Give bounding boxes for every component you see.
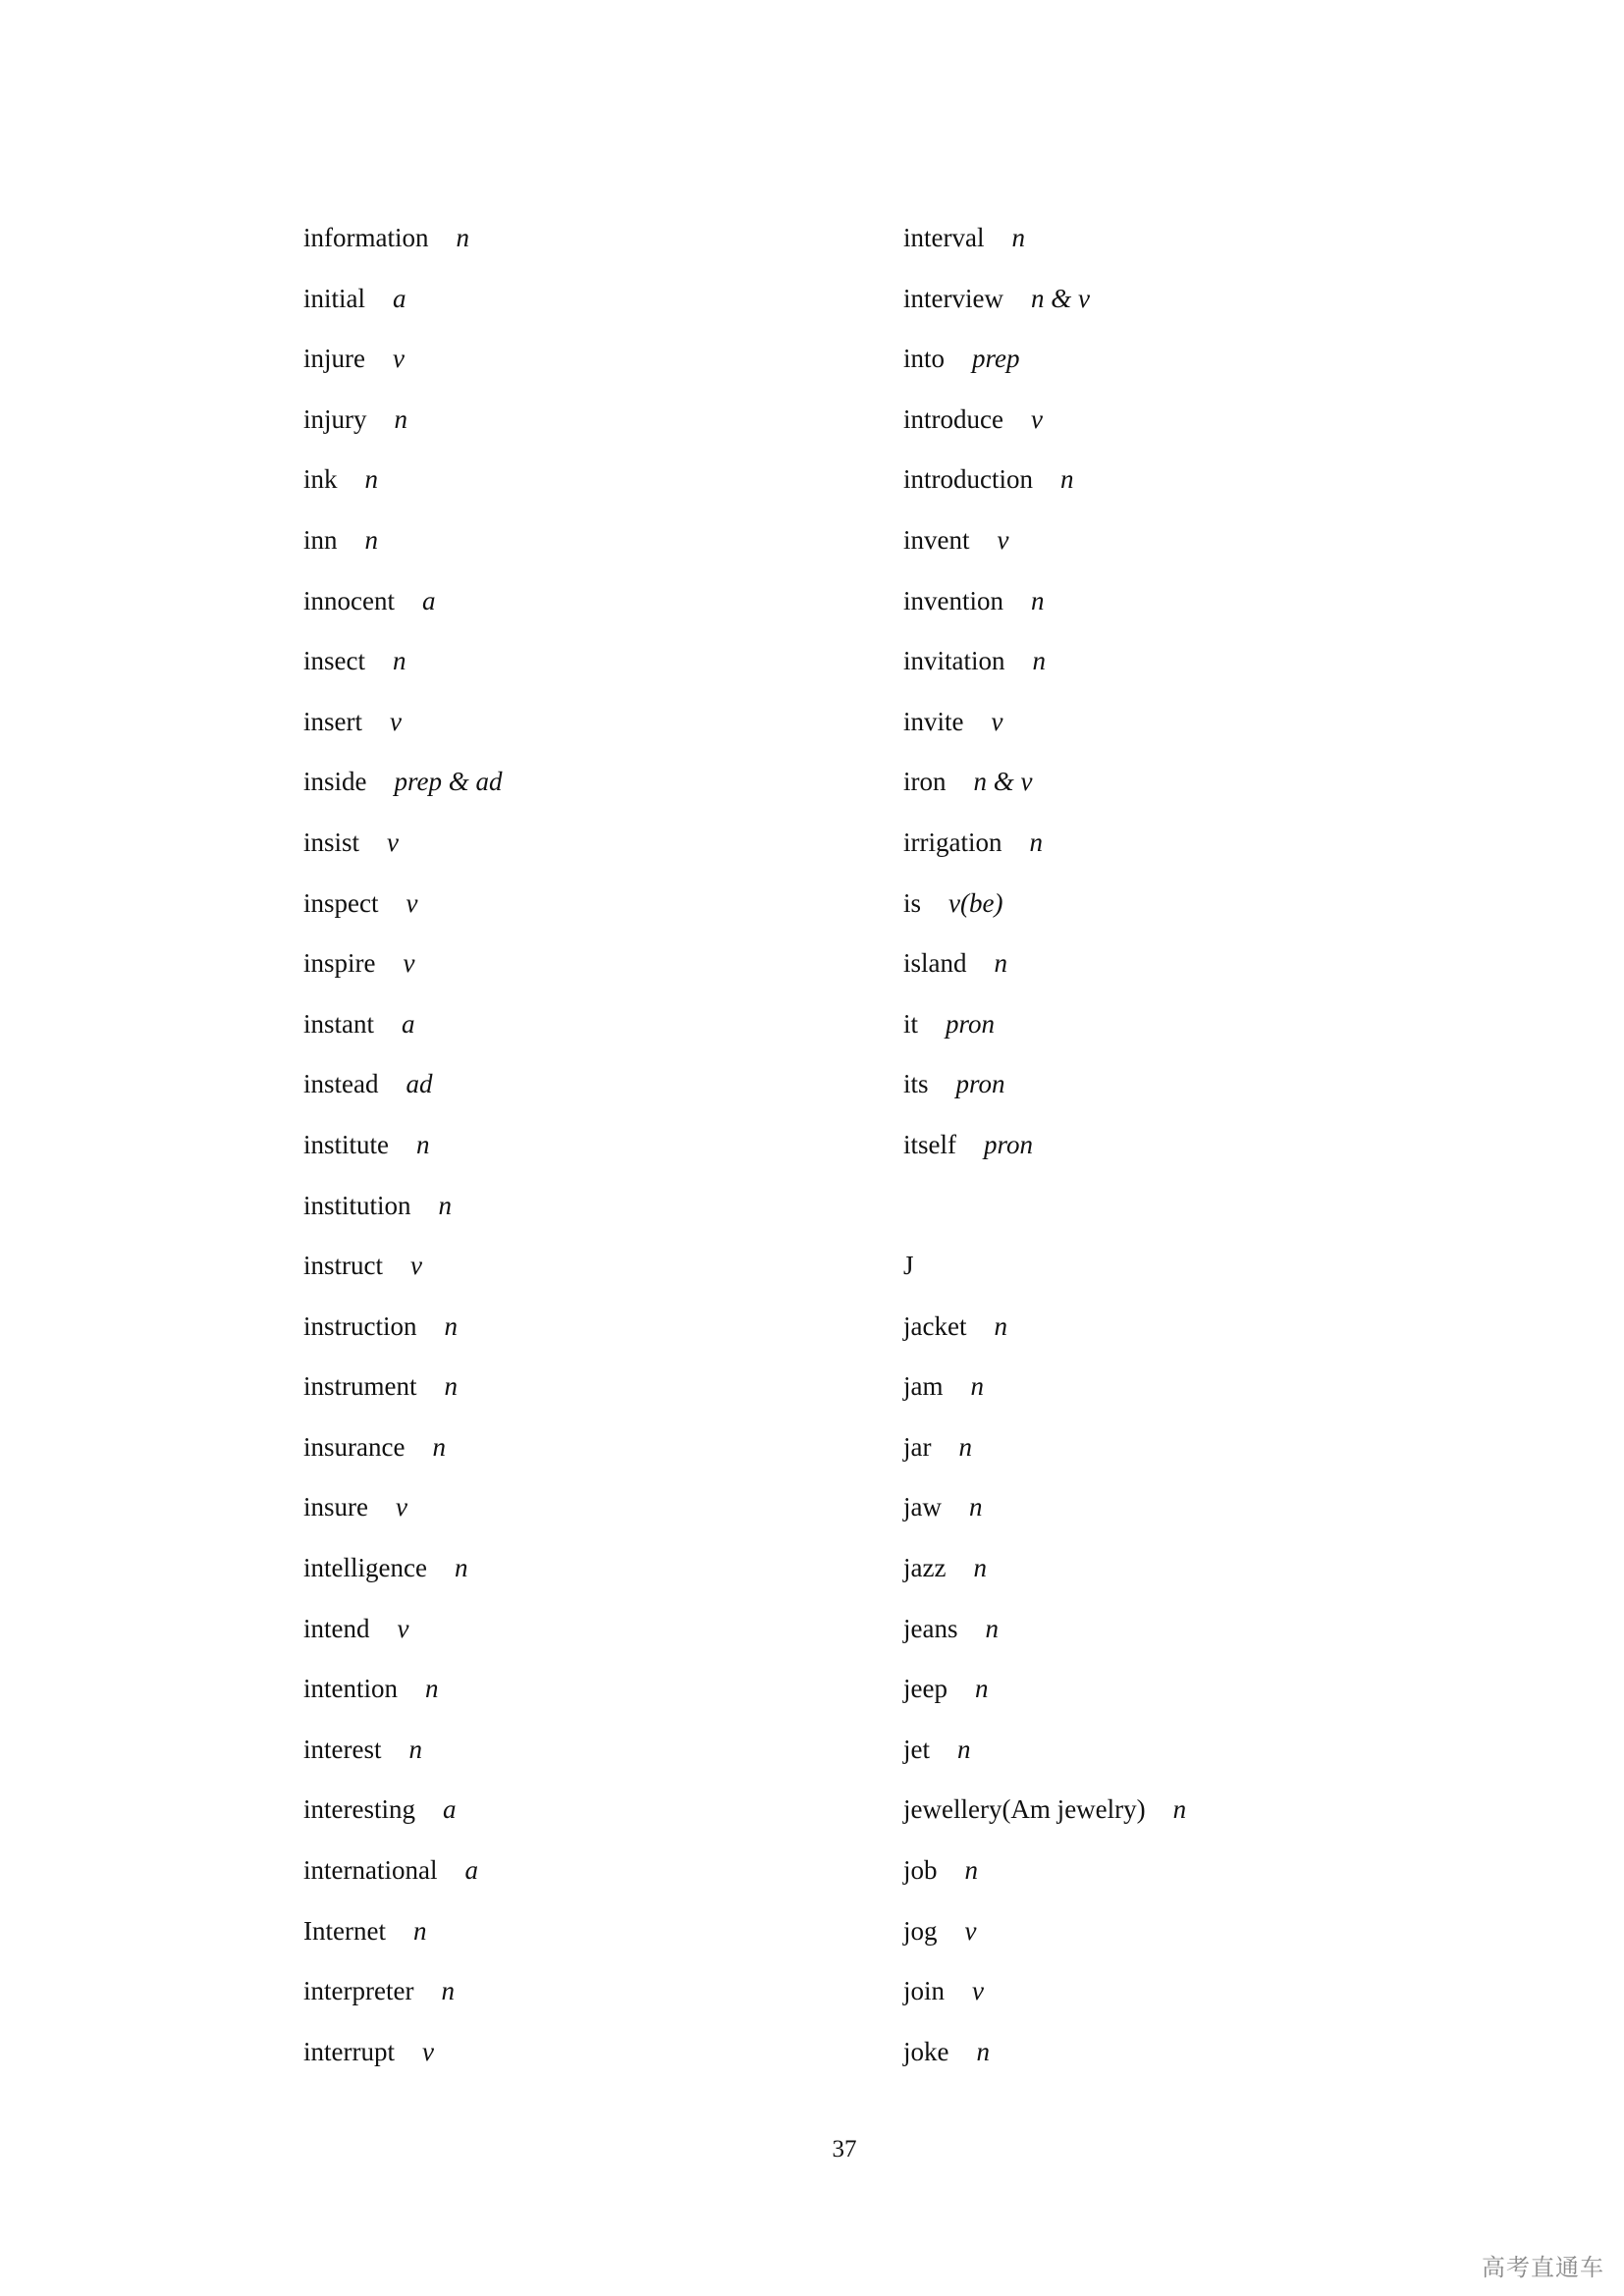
vocabulary-entry <box>903 637 1512 698</box>
vocabulary-entry <box>303 939 853 1000</box>
entry-part-of-speech: n <box>964 1855 979 1886</box>
entry-word: iron <box>903 767 947 797</box>
entry-word: insurance <box>303 1431 406 1462</box>
vocabulary-entry <box>303 1665 853 1726</box>
vocabulary-entry <box>303 1786 853 1846</box>
entry-word: initial <box>303 283 365 313</box>
vocabulary-entry <box>903 1303 1512 1363</box>
entry-part-of-speech: v <box>997 524 1009 555</box>
entry-word: jog <box>903 1915 938 1946</box>
entry-part-of-speech: n <box>1031 585 1045 615</box>
entry-part-of-speech: n <box>973 1553 987 1583</box>
vocabulary-entry <box>903 819 1512 880</box>
entry-word: invite <box>903 706 964 736</box>
right-word-column <box>903 214 1512 2088</box>
vocabulary-entry <box>903 1907 1512 1968</box>
entry-part-of-speech: n <box>1172 1794 1187 1825</box>
entry-part-of-speech: v <box>395 1492 407 1522</box>
entry-part-of-speech: pron <box>955 1069 1005 1099</box>
entry-part-of-speech: v <box>387 827 400 857</box>
entry-word: information <box>303 223 429 252</box>
vocabulary-entry <box>903 275 1512 336</box>
entry-part-of-speech: n <box>444 1310 458 1341</box>
vocabulary-entry <box>903 1423 1512 1484</box>
letter-i-entries <box>903 214 1512 1182</box>
entry-part-of-speech: ad <box>406 1069 433 1099</box>
entry-part-of-speech: n <box>408 1734 422 1764</box>
vocabulary-entry <box>903 577 1512 638</box>
vocabulary-entry <box>903 335 1512 396</box>
entry-part-of-speech: n & v <box>1030 283 1090 313</box>
vocabulary-entry <box>903 2028 1512 2089</box>
vocabulary-entry <box>303 1846 853 1907</box>
entry-part-of-speech: n <box>438 1190 453 1220</box>
entry-part-of-speech: v <box>991 706 1003 736</box>
entry-word: insure <box>303 1492 368 1522</box>
vocabulary-entry <box>903 1483 1512 1544</box>
entry-part-of-speech: a <box>402 1008 415 1039</box>
entry-word: inspect <box>303 887 379 918</box>
vocabulary-entry <box>903 758 1512 819</box>
entry-word: instant <box>303 1008 374 1039</box>
vocabulary-entry <box>303 880 853 940</box>
entry-word: inspire <box>303 948 376 979</box>
entry-word: Internet <box>303 1915 386 1946</box>
entry-word: invitation <box>903 646 1005 676</box>
entry-word: jam <box>903 1371 944 1402</box>
vocabulary-entry <box>903 880 1512 940</box>
entry-word: its <box>903 1069 929 1099</box>
entry-word: inside <box>303 767 367 797</box>
entry-word: introduction <box>903 464 1033 495</box>
entry-part-of-speech: n <box>454 1553 468 1583</box>
entry-word: joke <box>903 2036 949 2066</box>
entry-word: it <box>903 1008 919 1039</box>
entry-word: itself <box>903 1129 956 1159</box>
entry-part-of-speech: n <box>392 646 406 676</box>
vocabulary-entry <box>303 1182 853 1243</box>
vocabulary-entry <box>303 1060 853 1121</box>
entry-part-of-speech: v(be) <box>948 887 1003 918</box>
vocabulary-entry <box>303 516 853 577</box>
vocabulary-entry <box>903 1605 1512 1666</box>
entry-word: injury <box>303 403 367 434</box>
entry-word: interval <box>903 223 985 252</box>
entry-word: into <box>903 344 946 374</box>
vocabulary-entry <box>303 1967 853 2028</box>
vocabulary-entry <box>903 1000 1512 1061</box>
entry-part-of-speech: n <box>364 524 379 555</box>
entry-part-of-speech: n <box>394 403 407 434</box>
entry-part-of-speech: n <box>968 1492 983 1522</box>
left-word-column <box>303 214 853 2088</box>
vocabulary-entry <box>903 698 1512 759</box>
vocabulary-entry <box>903 1967 1512 2028</box>
section-letter-heading: J <box>903 1251 914 1281</box>
entry-word: instruction <box>303 1310 417 1341</box>
entry-part-of-speech: n <box>416 1129 430 1159</box>
vocabulary-entry <box>303 1726 853 1787</box>
entry-part-of-speech: v <box>406 887 418 918</box>
vocabulary-entry <box>303 758 853 819</box>
watermark-text: 高考直通车 <box>1482 2254 1604 2281</box>
entry-part-of-speech: n <box>432 1431 446 1462</box>
entry-word: join <box>903 1976 946 2006</box>
entry-part-of-speech: n <box>994 1310 1007 1341</box>
vocabulary-entry <box>303 819 853 880</box>
letter-j-entries <box>903 1303 1512 2089</box>
entry-part-of-speech: n <box>957 1734 971 1764</box>
vocabulary-entry <box>903 1121 1512 1182</box>
entry-word: instrument <box>303 1371 417 1402</box>
entry-part-of-speech: v <box>410 1251 422 1281</box>
entry-word: introduce <box>903 403 1003 434</box>
entry-word: institute <box>303 1129 389 1159</box>
vocabulary-entry <box>303 1362 853 1423</box>
entry-word: job <box>903 1855 938 1886</box>
entry-part-of-speech: pron <box>984 1129 1034 1159</box>
entry-part-of-speech: v <box>390 706 402 736</box>
vocabulary-entry <box>903 1726 1512 1787</box>
vocabulary-entry <box>903 516 1512 577</box>
entry-word: interview <box>903 283 1003 313</box>
entry-word: interesting <box>303 1794 415 1825</box>
entry-word: invent <box>903 524 970 555</box>
vocabulary-entry <box>903 455 1512 516</box>
entry-word: jeep <box>903 1674 947 1704</box>
entry-word: ink <box>303 464 338 495</box>
vocabulary-entry <box>303 275 853 336</box>
entry-part-of-speech: v <box>964 1915 977 1946</box>
vocabulary-entry <box>303 1605 853 1666</box>
entry-word: interrupt <box>303 2036 395 2066</box>
vocabulary-entry <box>903 939 1512 1000</box>
vocabulary-entry <box>303 1303 853 1363</box>
entry-part-of-speech: n <box>1032 646 1046 676</box>
entry-part-of-speech: v <box>397 1613 409 1643</box>
entry-part-of-speech: prep & ad <box>394 767 503 797</box>
entry-word: insert <box>303 706 362 736</box>
entry-word: jaw <box>903 1492 942 1522</box>
entry-word: innocent <box>303 585 395 615</box>
entry-part-of-speech: prep <box>972 344 1020 374</box>
entry-word: intention <box>303 1674 398 1704</box>
entry-part-of-speech: n <box>456 223 469 252</box>
entry-word: interest <box>303 1734 382 1764</box>
entry-part-of-speech: n <box>441 1976 455 2006</box>
vocabulary-entry <box>303 396 853 456</box>
entry-word: jet <box>903 1734 930 1764</box>
entry-word: is <box>903 887 922 918</box>
entry-part-of-speech: a <box>464 1855 478 1886</box>
vocabulary-entry <box>303 2028 853 2089</box>
vocabulary-entry <box>303 1483 853 1544</box>
vocabulary-entry <box>303 698 853 759</box>
section-spacer <box>903 1182 1512 1243</box>
entry-part-of-speech: v <box>392 344 405 374</box>
entry-part-of-speech: v <box>403 948 415 979</box>
vocabulary-entry <box>903 1665 1512 1726</box>
entry-part-of-speech: n <box>364 464 379 495</box>
entry-part-of-speech: n & v <box>973 767 1033 797</box>
entry-word: interpreter <box>303 1976 414 2006</box>
vocabulary-entry <box>303 214 853 275</box>
vocabulary-entry <box>903 1786 1512 1846</box>
vocabulary-entry <box>303 335 853 396</box>
entry-part-of-speech: a <box>421 585 436 615</box>
entry-word: insist <box>303 827 360 857</box>
page-number: 37 <box>832 2136 857 2163</box>
entry-word: invention <box>903 585 1003 615</box>
entry-word: instead <box>303 1069 379 1099</box>
vocabulary-entry <box>303 1000 853 1061</box>
vocabulary-entry <box>303 637 853 698</box>
vocabulary-entry <box>903 1060 1512 1121</box>
vocabulary-entry <box>903 1544 1512 1605</box>
entry-part-of-speech: n <box>974 1674 989 1704</box>
entry-part-of-speech: n <box>444 1371 458 1402</box>
entry-word: intelligence <box>303 1553 427 1583</box>
entry-word: institution <box>303 1190 411 1220</box>
vocabulary-entry <box>303 1121 853 1182</box>
entry-word: irrigation <box>903 827 1002 857</box>
entry-part-of-speech: n <box>985 1613 999 1643</box>
vocabulary-entry <box>303 577 853 638</box>
entry-part-of-speech: n <box>1059 464 1074 495</box>
entry-word: jewellery(Am jewelry) <box>903 1794 1146 1825</box>
vocabulary-entry <box>303 455 853 516</box>
entry-part-of-speech: a <box>442 1794 457 1825</box>
entry-part-of-speech: n <box>994 948 1007 979</box>
entry-word: island <box>903 948 967 979</box>
vocabulary-entry <box>303 1423 853 1484</box>
entry-word: jar <box>903 1431 932 1462</box>
entry-part-of-speech: a <box>393 283 406 313</box>
vocabulary-entry <box>303 1907 853 1968</box>
entry-part-of-speech: n <box>425 1674 439 1704</box>
entry-part-of-speech: pron <box>946 1008 996 1039</box>
entry-part-of-speech: n <box>412 1915 427 1946</box>
entry-word: insect <box>303 646 365 676</box>
vocabulary-entry <box>303 1242 853 1303</box>
vocabulary-entry <box>903 214 1512 275</box>
entry-part-of-speech: n <box>976 2036 990 2066</box>
entry-part-of-speech: n <box>1029 827 1043 857</box>
entry-part-of-speech: n <box>1011 223 1025 252</box>
entry-word: jazz <box>903 1553 947 1583</box>
entry-part-of-speech: n <box>958 1431 972 1462</box>
entry-word: instruct <box>303 1251 383 1281</box>
entry-part-of-speech: v <box>972 1976 984 2006</box>
vocabulary-entry <box>903 1846 1512 1907</box>
entry-part-of-speech: v <box>421 2036 434 2066</box>
entry-part-of-speech: v <box>1030 403 1043 434</box>
vocabulary-entry <box>303 1544 853 1605</box>
entry-word: intend <box>303 1613 370 1643</box>
entry-word: jacket <box>903 1310 967 1341</box>
vocabulary-entry <box>903 1362 1512 1423</box>
entry-part-of-speech: n <box>970 1371 984 1402</box>
vocabulary-entry <box>903 396 1512 456</box>
entry-word: international <box>303 1855 438 1886</box>
entry-word: jeans <box>903 1613 958 1643</box>
entry-word: inn <box>303 524 338 555</box>
entry-word: injure <box>303 344 365 374</box>
